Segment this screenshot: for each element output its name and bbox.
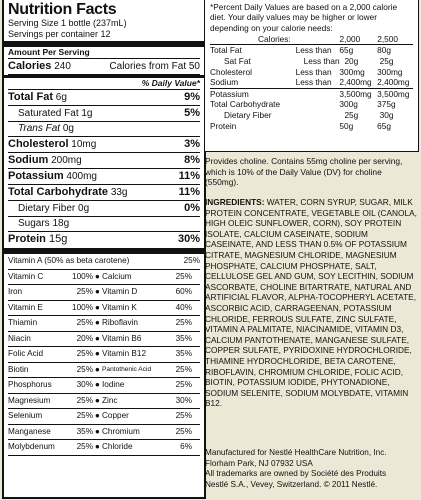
bullet-separator: ●	[95, 287, 100, 296]
nutrient-row-total-fat: Total Fat 6g 9%	[8, 90, 200, 106]
calories-from-fat: Calories from Fat 50	[109, 61, 200, 72]
vitamin-name: Riboflavin	[102, 318, 138, 327]
nutrient-row-saturated-fat: Saturated Fat 1g 5%	[8, 106, 200, 122]
bullet-separator: ●	[95, 364, 100, 374]
vitamin-row	[8, 301, 200, 317]
vitamin-name: Folic Acid	[8, 349, 44, 358]
vitamin-pct: 25%	[76, 349, 93, 358]
servings-per-container: Servings per container 12	[8, 29, 111, 39]
nutrient-row-total-carbohydrate: Total Carbohydrate 33g 11%	[8, 185, 200, 201]
vitamin-pct: 25%	[175, 426, 192, 436]
vitamin-name: Molybdenum	[8, 442, 55, 451]
vitamin-row	[8, 425, 200, 441]
vitamin-pct: 100%	[72, 302, 93, 312]
vitamin-pct: 6%	[180, 442, 192, 451]
ingredients-label: INGREDIENTS:	[205, 197, 265, 207]
daily-values-row: Sodium Less than 2,400mg 2,400mg	[210, 77, 413, 89]
vitamin-mineral-table	[8, 270, 200, 456]
vitamin-row	[8, 378, 200, 394]
vitamin-row	[8, 409, 200, 425]
vitamin-row	[8, 316, 200, 332]
daily-values-row: Sat Fat Less than 20g 25g	[224, 56, 394, 67]
vitamin-name: Iron	[8, 287, 23, 296]
vitamin-row	[8, 347, 200, 363]
manufacturer-line-2: Florham Park, NJ 07932 USA	[205, 458, 313, 468]
vitamin-row	[8, 285, 200, 301]
vitamin-pct: 30%	[76, 380, 93, 389]
vitamin-pct: 25%	[76, 287, 93, 296]
daily-values-row: Protein 50g 65g	[210, 120, 392, 131]
daily-values-row: Potassium 3,500mg 3,500mg	[210, 88, 410, 99]
vitamin-row	[8, 332, 200, 348]
nutrient-row-cholesterol: Cholesterol 10mg 3%	[8, 137, 200, 153]
bullet-separator: ●	[95, 349, 100, 358]
bullet-separator: ●	[95, 302, 100, 312]
vitamin-name: Vitamin B12	[102, 349, 146, 358]
calories-row	[8, 59, 200, 75]
vitamin-row	[8, 440, 200, 456]
vitamin-pct: 20%	[76, 333, 93, 343]
vitamin-pct: 25%	[76, 364, 93, 374]
vitamin-row	[8, 270, 200, 286]
vitamin-name: Vitamin C	[8, 271, 44, 281]
calories-value: 240	[54, 61, 71, 72]
vitamin-pct: 25%	[76, 318, 93, 327]
vitamin-pct: 25%	[175, 380, 192, 389]
manufacturer-line-1: Manufactured for Nestlé HealthCare Nutrition, Inc.	[205, 448, 387, 457]
vitamin-pct: 35%	[175, 349, 192, 358]
vitamin-pct: 25%	[76, 395, 93, 405]
vitamin-pct: 25%	[76, 442, 93, 451]
daily-value-header: % Daily Value*	[8, 78, 200, 90]
vitamin-pct: 25%	[76, 411, 93, 420]
vitamin-pct: 35%	[175, 333, 192, 343]
daily-values-footnote: *Percent Daily Values are based on a 2,000 calorie diet. Your daily values may be higher or lower depending on your calorie needs:	[210, 2, 398, 33]
vitamin-name: Thiamin	[8, 318, 38, 327]
vitamin-pct: 30%	[175, 395, 192, 405]
vitamin-row	[8, 363, 200, 379]
vitamin-pct: 25%	[175, 364, 192, 374]
vitamin-name: Chloride	[102, 442, 133, 451]
amount-per-serving: Amount Per Serving	[8, 47, 200, 59]
vitamin-name: Phosphorus	[8, 380, 52, 389]
vitamin-pct: 25%	[175, 318, 192, 327]
vitamin-name: Biotin	[8, 364, 29, 374]
vitamin-name: Vitamin D	[102, 287, 138, 296]
ingredients-text: WATER, CORN SYRUP, SUGAR, MILK PROTEIN CONCENTRATE, VEGETABLE OIL (CANOLA, HIGH OLEIC SUNFLOWER, CORN), SOY PROTEIN ISOLATE, CALCIUM CASEINATE, SODIUM CASEINATE, AND LESS THAN 0.5% OF POTASSIUM CITRATE, MAGNESIUM CHLORIDE, MAGNESIUM PHOSPHATE, CALCIUM PHOSPHATE, SALT, CELLULOSE GEL AND GUM, SOY LECITHIN, SODIUM ASCORBATE, CHOLINE BITARTRATE, NATURAL AND ARTIFICIAL FLAVOR, ALPHA-TOCOPHERYL ACETATE, ASCORBIC ACID, CARRAGEENAN, POTASSIUM CHLORIDE, FERROUS SULFATE, ZINC SULFATE, VITAMIN A PALMITATE, NIACINAMIDE, VITAMIN D3, CALCIUM PANTOTHENATE, MANGANESE SULFATE, COPPER SULFATE, PYRIDOXINE HYDROCHLORIDE, THIAMINE HYDROCHLORIDE, BETA CAROTENE, RIBOFLAVIN, CHROMIUM CHLORIDE, FOLIC ACID, BIOTIN, POTASSIUM IODIDE, PHYTONADIONE, SODIUM SELENITE, SODIUM MOLYBDATE, VITAMIN B12.	[205, 197, 417, 409]
vitamin-pct: 40%	[175, 302, 192, 312]
vitamin-name: Calcium	[102, 271, 132, 281]
nutrient-row-sugars: Sugars 18g	[8, 217, 200, 232]
nutrition-facts-panel	[2, 0, 206, 499]
serving-size: Serving Size 1 bottle (237mL)	[8, 18, 127, 28]
vitamin-name: Vitamin B6	[102, 333, 142, 343]
nutrient-row-potassium: Potassium 400mg 11%	[8, 169, 200, 185]
vitamin-name: Niacin	[8, 333, 31, 343]
bullet-separator: ●	[95, 380, 100, 389]
calories-label: Calories	[8, 60, 52, 72]
bullet-separator: ●	[95, 426, 100, 436]
nutrient-row-dietary-fiber: Dietary Fiber 0g 0%	[8, 201, 200, 217]
vitamin-pct: 100%	[72, 271, 93, 281]
bullet-separator: ●	[95, 271, 100, 281]
vitamin-name: Chromium	[102, 426, 140, 436]
bullet-separator: ●	[95, 411, 100, 420]
bullet-separator: ●	[95, 395, 100, 405]
nutrition-facts-title: Nutrition Facts	[8, 1, 117, 18]
choline-statement: Provides choline. Contains 55mg choline per serving, which is 10% of the Daily Value (DV) for choline (550mg).	[205, 156, 403, 188]
bullet-separator: ●	[95, 442, 100, 451]
vitamin-name: Manganese	[8, 426, 51, 436]
vitamin-pct: 35%	[76, 426, 93, 436]
vitamin-name: Vitamin E	[8, 302, 43, 312]
daily-values-row: Total Fat Less than 65g 80g	[210, 45, 392, 56]
ingredients-statement	[205, 197, 417, 409]
vitamin-name: Magnesium	[8, 395, 51, 405]
vitamin-pct: 25%	[175, 271, 192, 281]
vitamin-pct: 25%	[175, 411, 192, 420]
nutrient-row-trans-fat: Trans Fat 0g	[8, 122, 200, 137]
vitamin-name: Iodine	[102, 380, 125, 389]
vitamin-name: Zinc	[102, 395, 118, 405]
vitamin-name: Copper	[102, 411, 129, 420]
vitamin-pct: 60%	[175, 287, 192, 296]
right-column	[200, 0, 421, 500]
vitamin-name: Pantothenic Acid	[102, 365, 152, 373]
manufacturer-info	[205, 448, 417, 490]
daily-values-header-row: Calories: 2,000 2,500	[210, 34, 413, 46]
manufacturer-line-3: All trademarks are owned by Société des Produits	[205, 469, 387, 479]
daily-values-footnote-box	[204, 0, 419, 152]
daily-values-row: Dietary Fiber 25g 30g	[224, 110, 394, 121]
daily-values-table	[210, 34, 413, 131]
daily-values-row: Total Carbohydrate 300g 375g	[210, 99, 396, 110]
vitamin-a-row: Vitamin A (50% as beta carotene) 25%	[8, 254, 200, 270]
bullet-separator: ●	[95, 318, 100, 327]
nutrient-row-sodium: Sodium 200mg 8%	[8, 153, 200, 169]
nutrient-row-protein: Protein 15g 30%	[8, 233, 200, 245]
vitamin-name: Vitamin K	[102, 302, 137, 312]
bullet-separator: ●	[95, 333, 100, 343]
daily-values-row: Cholesterol Less than 300mg 300mg	[210, 66, 403, 77]
vitamin-row	[8, 394, 200, 410]
manufacturer-line-4: Nestlé S.A., Vevey, Switzerland. © 2011 Nestlé.	[205, 479, 378, 489]
vitamin-name: Selenium	[8, 411, 43, 420]
